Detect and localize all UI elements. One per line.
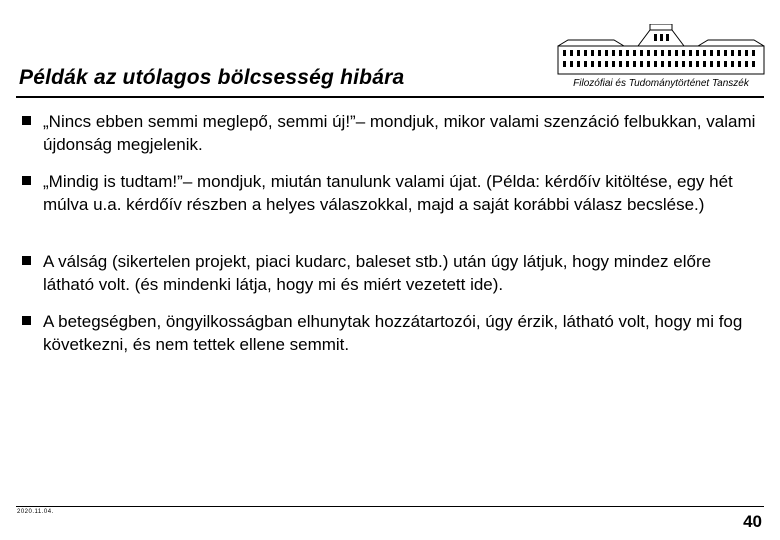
slide-date: 2020.11.04. [17, 509, 54, 515]
bullet-text: A válság (sikertelen projekt, piaci kudarc, baleset stb.) után úgy látjuk, hogy mindez előre látható volt. (és mindenki látja, hogy mi és miért vezetett ide). [43, 252, 712, 294]
bullet-text: A betegségben, öngyilkosságban elhunytak hozzátartozói, úgy érzik, látható volt, hogy mi fog következni, és nem tettek ellene semmit. [43, 312, 743, 354]
university-logo [554, 24, 768, 96]
bullet-text: „Mindig is tudtam!”– mondjuk, miután tanulunk valami újat. (Példa: kérdőív kitöltése, egy hét múlva u.a. kérdőív részben a helyes válaszokkal, majd a saját korábbi válasz becslése.) [43, 172, 733, 214]
square-bullet-icon [22, 256, 31, 265]
slide-title: Példák az utólagos bölcsesség hibára [19, 66, 405, 89]
header-divider [16, 96, 764, 98]
square-bullet-icon [22, 116, 31, 125]
square-bullet-icon [22, 316, 31, 325]
department-name: Filozófiai és Tudománytörténet Tanszék [573, 78, 749, 89]
university-building-icon [554, 24, 768, 80]
bullet-text: „Nincs ebben semmi meglepő, semmi új!”– mondjuk, mikor valami szenzáció felbukkan, valami újdonság megjelenik. [43, 112, 756, 154]
square-bullet-icon [22, 176, 31, 185]
footer-divider [16, 506, 764, 507]
page-number: 40 [743, 512, 762, 531]
